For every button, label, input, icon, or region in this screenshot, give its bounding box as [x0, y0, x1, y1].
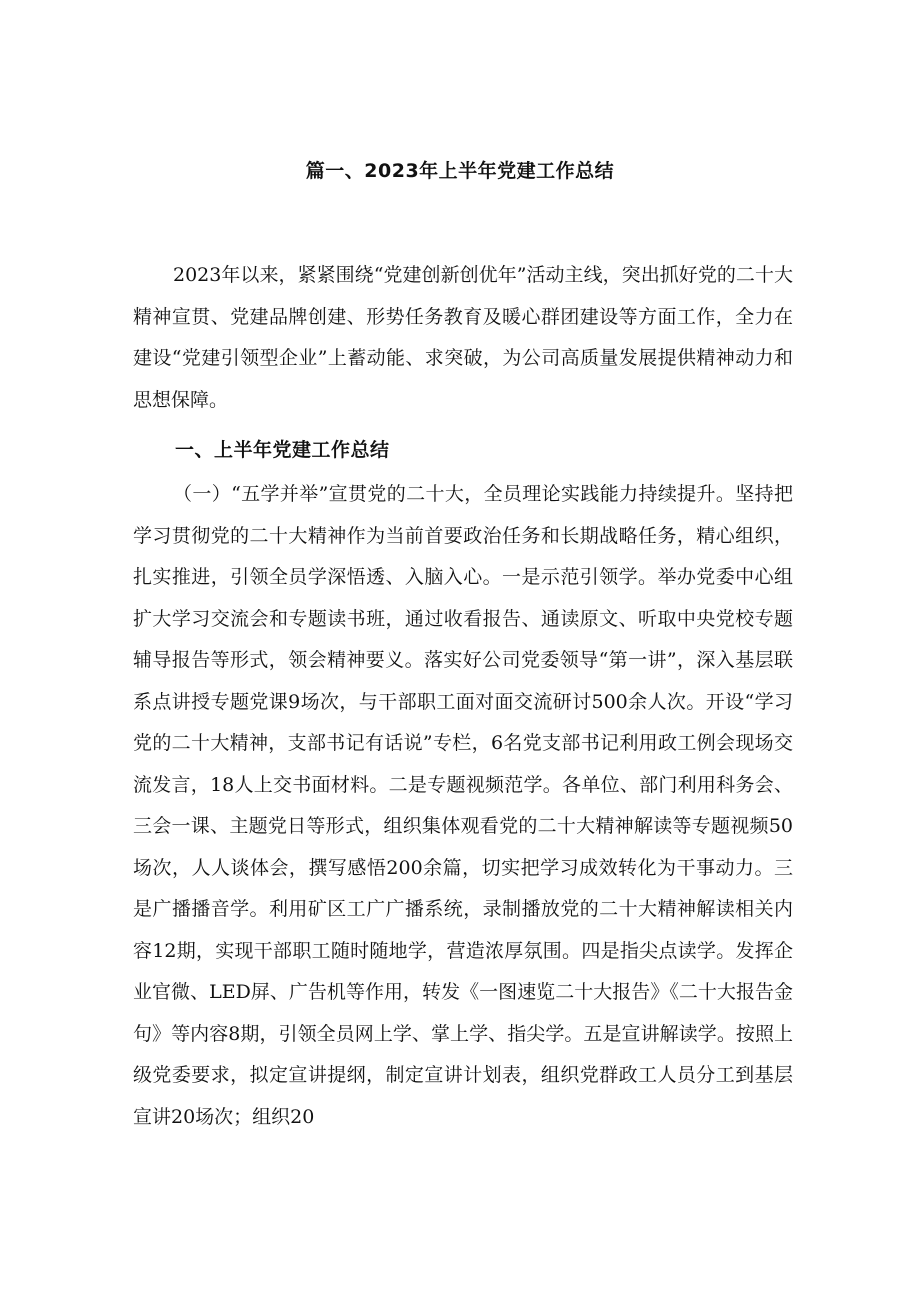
section-heading: 一、上半年党建工作总结	[175, 439, 390, 461]
intro-paragraph: 2023年以来，紧紧围绕“党建创新创优年”活动主线，突出抓好党的二十大精神宣贯、党建品牌创建、形势任务教育及暖心群团建设等方面工作，全力在建设“党建引领型企业”上蓄动能、求突破，为公司高质量发展提供精神动力和思想保障。	[133, 264, 793, 411]
section-paragraph: （一）“五学并举”宣贯党的二十大，全员理论实践能力持续提升。坚持把学习贯彻党的二十大精神作为当前首要政治任务和长期战略任务，精心组织，扎实推进，引领全员学深悟透、入脑入心。一是示范引领学。举办党委中心组扩大学习交流会和专题读书班，通过收看报告、通读原文、听取中央党校专题辅导报告等形式，领会精神要义。落实好公司党委领导“第一讲”，深入基层联系点讲授专题党课9场次，与干部职工面对面交流研讨500余人次。开设“学习党的二十大精神，支部书记有话说”专栏，6名党支部书记利用政工例会现场交流发言，18人上交书面材料。二是专题视频范学。各单位、部门利用科务会、三会一课、主题党日等形式，组织集体观看党的二十大精神解读等专题视频50场次，人人谈体会，撰写感悟200余篇，切实把学习成效转化为干事动力。三是广播播音学。利用矿区工广广播系统，录制播放党的二十大精神解读相关内容12期，实现干部职工随时随地学，营造浓厚氛围。四是指尖点读学。发挥企业官微、LED屏、广告机等作用，转发《一图速览二十大报告》《二十大报告金句》等内容8期，引领全员网上学、掌上学、指尖学。五是宣讲解读学。按照上级党委要求，拟定宣讲提纲，制定宣讲计划表，组织党群政工人员分工到基层宣讲20场次；组织20	[133, 483, 793, 1128]
document-title: 篇一、2023年上半年党建工作总结	[305, 160, 615, 182]
